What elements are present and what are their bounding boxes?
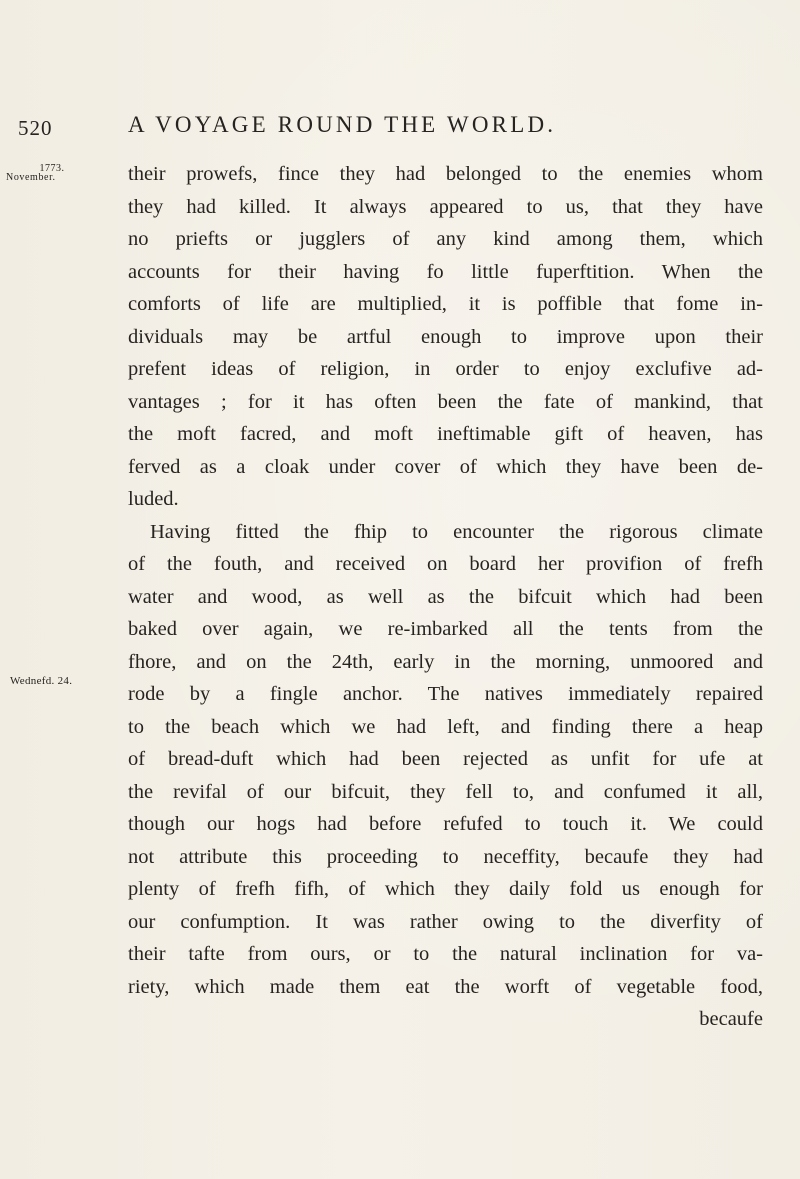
text-line: of bread-duft which had been rejected as unfit for ufe at	[128, 748, 763, 770]
text-line: though our hogs had before refufed to touch it. We could	[128, 813, 763, 835]
text-line: the moft facred, and moft ineftimable gift of heaven, has	[128, 423, 763, 445]
margin-month: November.	[6, 172, 56, 183]
text-line: riety, which made them eat the worft of vegetable food,	[128, 975, 763, 998]
text-line: comforts of life are multiplied, it is poffible that fome in-	[128, 293, 763, 315]
text-line: our confumption. It was rather owing to the diverfity of	[128, 910, 763, 933]
text-line: luded.	[128, 488, 179, 510]
text-line: they had killed. It always appeared to us, that they have	[128, 195, 763, 218]
text-line: not attribute this proceeding to neceffity, becaufe they had	[128, 845, 763, 868]
catchword: becaufe	[699, 1008, 763, 1030]
text-line: prefent ideas of religion, in order to enjoy exclufive ad-	[128, 358, 763, 380]
running-head: A VOYAGE ROUND THE WORLD.	[128, 112, 557, 137]
margin-year: 1773.	[39, 163, 65, 174]
text-line: to the beach which we had left, and finding there a heap	[128, 715, 763, 738]
text-line: fhore, and on the 24th, early in the morning, unmoored and	[128, 650, 763, 673]
text-line: dividuals may be artful enough to improve upon their	[128, 325, 763, 348]
text-line: their prowefs, fince they had belonged to the enemies whom	[128, 163, 763, 185]
text-line: the revifal of our bifcuit, they fell to, and confumed it all,	[128, 780, 763, 803]
text-line: no priefts or jugglers of any kind among them, which	[128, 228, 763, 250]
page-number: 520	[18, 116, 53, 140]
body-text	[128, 158, 763, 1036]
text-line: Having fitted the fhip to encounter the rigorous climate	[150, 520, 763, 543]
text-line: plenty of frefh fifh, of which they daily fold us enough for	[128, 878, 763, 900]
text-line: rode by a fingle anchor. The natives immediately repaired	[128, 683, 763, 705]
text-line: water and wood, as well as the bifcuit which had been	[128, 585, 763, 608]
text-line: accounts for their having fo little fuperftition. When the	[128, 260, 763, 283]
text-line: vantages ; for it has often been the fate of mankind, that	[128, 390, 763, 413]
text-line: of the fouth, and received on board her provifion of frefh	[128, 553, 763, 575]
margin-date-note: Wednefd. 24.	[10, 675, 73, 687]
text-line: their tafte from ours, or to the natural inclination for va-	[128, 943, 763, 965]
text-line: ferved as a cloak under cover of which they have been de-	[128, 455, 763, 478]
text-line: baked over again, we re-imbarked all the tents from the	[128, 618, 763, 640]
